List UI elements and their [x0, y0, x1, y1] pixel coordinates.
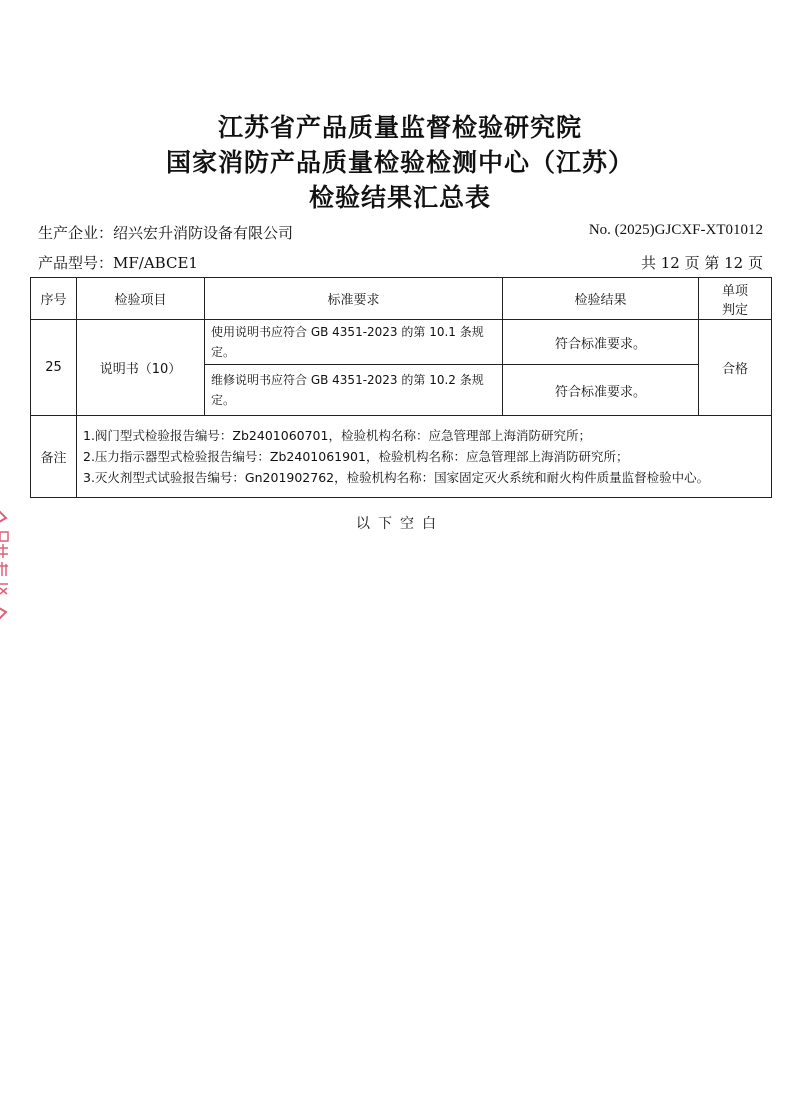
- model-value: MF/ABCE1: [113, 254, 198, 272]
- notes-row: [31, 416, 772, 498]
- page-counter: 共 12 页 第 12 页: [640, 254, 763, 272]
- note-item: 1.阀门型式检验报告编号：Zb2401060701，检验机构名称：应急管理部上海消防研究所；: [83, 428, 591, 443]
- report-number: No. (2025)GJCXF-XT01012: [588, 222, 763, 238]
- header-judgement-line1: 单项: [721, 283, 748, 299]
- row-item: 说明书（10）: [77, 320, 205, 416]
- note-item: 3.灭火剂型式试验报告编号：Gn201902762，检验机构名称：国家固定灭火系统和耐火构件质量监督检验中心。: [83, 470, 710, 485]
- header-result: 检验结果: [503, 278, 699, 320]
- row-no: 25: [31, 320, 77, 416]
- notes-label: 备注: [31, 416, 77, 498]
- header-item: 检验项目: [77, 278, 205, 320]
- model-label: 产品型号：: [38, 254, 114, 272]
- blank-marker: 以下空白: [356, 516, 444, 532]
- table-header-row: [31, 278, 772, 320]
- header-judgement-line2: 判定: [721, 302, 748, 318]
- header-judgement: [699, 278, 772, 320]
- header-no: 序号: [31, 278, 77, 320]
- note-item: 2.压力指示器型式检验报告编号：Zb2401061901，检验机构名称：应急管理部上海消防研究所；: [83, 449, 629, 464]
- center-title: 国家消防产品质量检验检测中心（江苏）: [165, 148, 634, 177]
- row-standard: 维修说明书应符合 GB 4351-2023 的第 10.2 条规定。: [205, 365, 503, 416]
- row-judgement: 合格: [699, 320, 772, 416]
- results-table: [30, 277, 772, 498]
- table-title: 检验结果汇总表: [308, 183, 491, 212]
- seal-stamp-fragment: [0, 508, 16, 628]
- table-row: [31, 320, 772, 365]
- institute-title: 江苏省产品质量监督检验研究院: [217, 113, 582, 142]
- notes-content: [77, 416, 772, 498]
- row-result: 符合标准要求。: [503, 365, 699, 416]
- row-result: 符合标准要求。: [503, 320, 699, 365]
- model-line: [38, 252, 198, 273]
- company-label: 生产企业：: [38, 224, 114, 242]
- company-line: [38, 222, 293, 243]
- header-standard: 标准要求: [205, 278, 503, 320]
- company-value: 绍兴宏升消防设备有限公司: [113, 224, 294, 242]
- row-standard: 使用说明书应符合 GB 4351-2023 的第 10.1 条规定。: [205, 320, 503, 365]
